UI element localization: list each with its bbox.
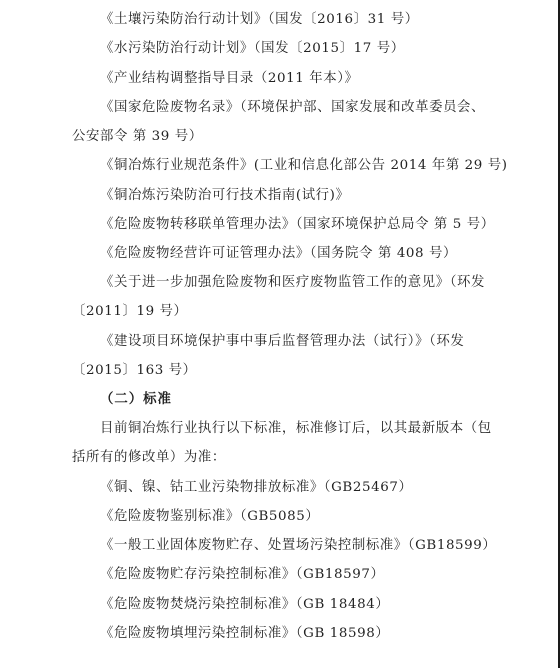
standard-line: 《一般工业固体废物贮存、处置场污染控制标准》（GB18599） xyxy=(100,538,497,553)
reference-line: 《水污染防治行动计划》（国发〔2015〕17 号） xyxy=(100,41,405,56)
standard-line: 《危险废物填埋污染控制标准》（GB 18598） xyxy=(100,626,390,641)
section-heading: （二）标准 xyxy=(100,392,172,407)
reference-line: 《土壤污染防治行动计划》（国发〔2016〕31 号） xyxy=(100,12,419,27)
reference-line: 《国家危险废物名录》（环境保护部、国家发展和改革委员会、 xyxy=(100,100,486,115)
paragraph-line-continuation: 括所有的修改单）为准： xyxy=(72,450,226,465)
reference-line: 《铜冶炼污染防治可行技术指南(试行)》 xyxy=(100,188,350,203)
reference-line-continuation: 公安部令 第 39 号） xyxy=(72,129,203,144)
reference-line-continuation: 〔2011〕19 号） xyxy=(72,304,188,319)
standard-line: 《危险废物焚烧污染控制标准》（GB 18484） xyxy=(100,597,390,612)
reference-line: 《铜冶炼行业规范条件》(工业和信息化部公告 2014 年第 29 号) xyxy=(100,158,508,173)
reference-line-continuation: 〔2015〕163 号） xyxy=(72,363,197,378)
reference-line: 《产业结构调整指导目录（2011 年本）》 xyxy=(100,71,359,86)
reference-line: 《关于进一步加强危险废物和医疗废物监管工作的意见》（环发 xyxy=(100,275,486,290)
standard-line: 《铜、镍、钴工业污染物排放标准》（GB25467） xyxy=(100,480,413,495)
reference-line: 《建设项目环境保护事中事后监督管理办法（试行）》（环发 xyxy=(100,334,465,349)
reference-line: 《危险废物转移联单管理办法》（国家环境保护总局令 第 5 号） xyxy=(100,217,495,232)
reference-line: 《危险废物经营许可证管理办法》（国务院令 第 408 号） xyxy=(100,246,458,261)
standard-line: 《危险废物贮存污染控制标准》（GB18597） xyxy=(100,567,385,582)
standard-line: 《危险废物鉴别标准》（GB5085） xyxy=(100,509,320,524)
paragraph-line: 目前铜冶炼行业执行以下标准，标准修订后，以其最新版本（包 xyxy=(100,421,492,436)
